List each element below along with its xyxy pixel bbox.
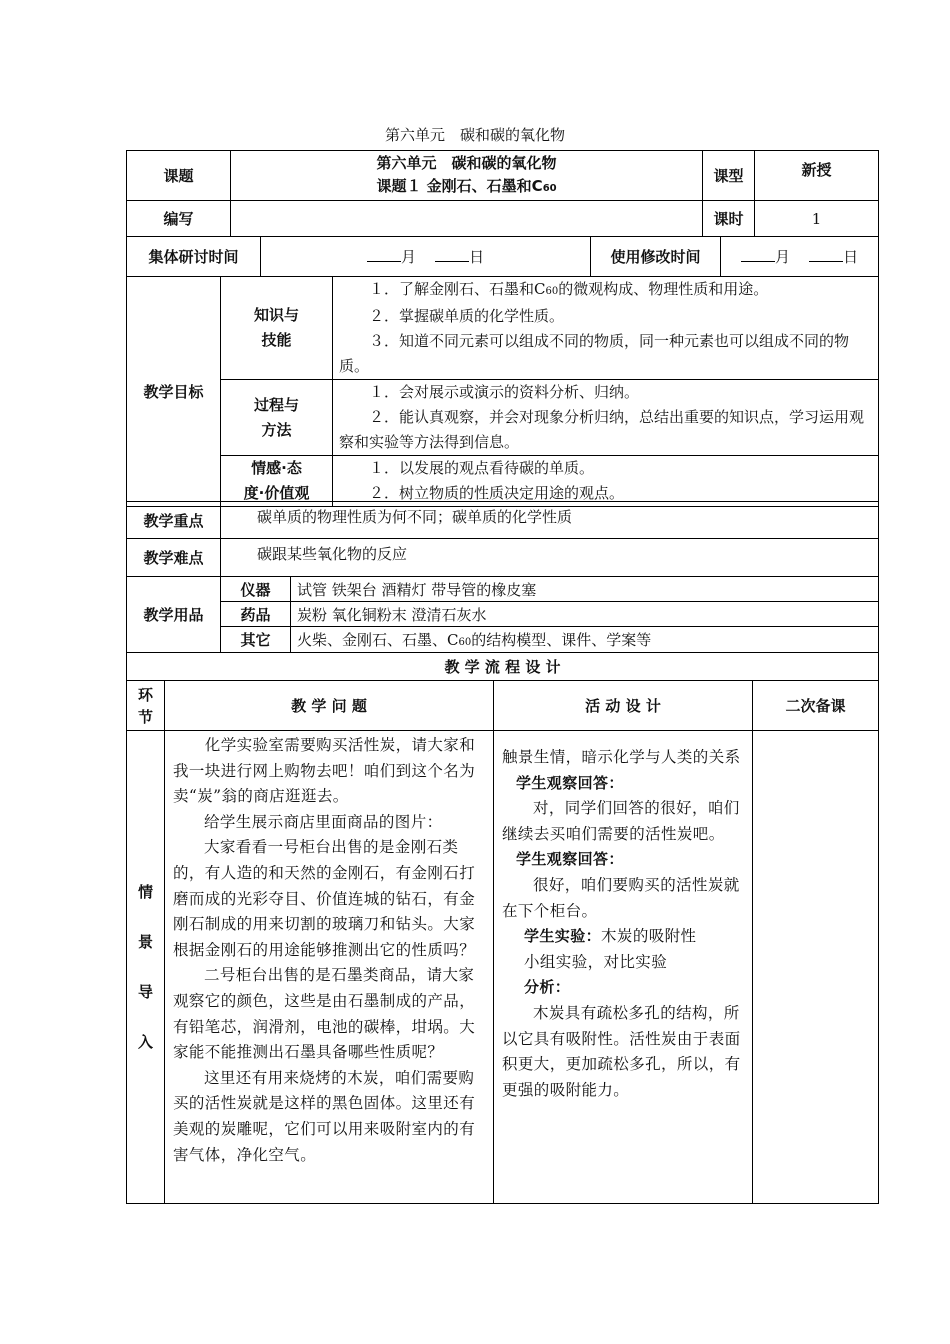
month-unit: 月	[774, 248, 790, 266]
knowledge-item: １．了解金刚石、石墨和C60的微观构成、物理性质和用途。	[369, 280, 769, 298]
revise-time-value	[721, 237, 879, 277]
knowledge-label: 知识与 技能	[221, 277, 333, 380]
topic-label: 课题	[127, 151, 231, 201]
key-point-label: 教学重点	[127, 502, 221, 539]
drugs-label: 药品	[221, 602, 291, 627]
objectives-label: 教学目标	[127, 277, 221, 507]
activity-experiment-text: 木炭的吸附性	[601, 927, 697, 946]
topic-line2-text: 课题１ 金刚石、石墨和C	[376, 176, 543, 195]
materials-label: 教学用品	[127, 577, 221, 653]
activity-paragraph: 对，同学们回答的很好，咱们继续去买咱们需要的活性炭吧。	[502, 799, 740, 843]
hours-label: 课时	[703, 201, 755, 237]
question-paragraph: 给学生展示商店里面商品的图片：	[204, 812, 443, 831]
topic-line2-subscript: 60	[542, 182, 557, 194]
emotion-label: 情感·态 度·价值观	[221, 456, 333, 507]
process-item: １．会对展示或演示的资料分析、归纳。	[369, 383, 640, 401]
month-blank	[741, 247, 775, 262]
day-unit: 日	[843, 248, 859, 266]
type-value: 新授	[755, 151, 879, 201]
activity-heading: 分析：	[524, 978, 571, 997]
revise-time-label: 使用修改时间	[591, 237, 721, 277]
question-paragraph: 化学实验室需要购买活性炭，请大家和我一块进行网上购物去吧！咱们到这个名为卖“炭”翁的商店逛逛去。	[173, 736, 476, 806]
activity-paragraph: 触景生情，暗示化学与人类的关系	[502, 748, 741, 766]
day-unit: 日	[469, 248, 485, 266]
question-paragraph: 大家看看一号柜台出售的是金刚石类的，有人造的和天然的金刚石，有金刚石打磨而成的光彩夺目、价值连城的钻石，有金刚石制成的用来切割的玻璃刀和钻头。大家根据金刚石的用途能够推测出它的性质吗？	[173, 838, 476, 959]
author-value	[231, 201, 703, 237]
process-label: 过程与 方法	[221, 380, 333, 456]
instruments-text: 试管 铁架台 酒精灯 带导管的橡皮塞	[291, 577, 879, 602]
stage-name: 情 景 导 入	[127, 731, 165, 1204]
topic-cell	[231, 151, 703, 201]
other-label: 其它	[221, 627, 291, 653]
col-question-header: 教 学 问 题	[165, 681, 494, 731]
flow-table	[126, 652, 879, 1204]
second-prep-content	[753, 731, 879, 1204]
month-blank	[367, 247, 401, 262]
hours-value: 1	[755, 201, 879, 237]
activity-heading: 学生观察回答：	[516, 773, 624, 792]
materials-table	[126, 576, 879, 653]
col-stage-header	[127, 681, 165, 731]
process-item: ２．能认真观察，并会对现象分析归纳，总结出重要的知识点，学习运用观察和实验等方法得到信息。	[339, 408, 865, 451]
question-paragraph: 二号柜台出售的是石墨类商品，请大家观察它的颜色，这些是由石墨制成的产品，有铅笔芯，润滑剂，电池的碳棒，坩埚。大家能不能推测出石墨具备哪些性质呢？	[173, 966, 476, 1062]
activity-experiment	[502, 924, 744, 950]
col-stage-header-text: 环节	[138, 685, 154, 726]
drugs-text: 炭粉 氧化铜粉末 澄清石灰水	[291, 602, 879, 627]
col-activity-header: 活 动 设 计	[494, 681, 753, 731]
process-content	[333, 380, 879, 456]
question-paragraph: 这里还有用来烧烤的木炭，咱们需要购买的活性炭就是这样的黑色固体。这里还有美观的炭雕呢，它们可以用来吸附室内的有害气体，净化空气。	[173, 1068, 476, 1164]
activity-content	[494, 731, 753, 1204]
topic-line2	[231, 175, 702, 200]
month-unit: 月	[400, 248, 416, 266]
emotion-content	[333, 456, 879, 507]
knowledge-item: ３．知道不同元素可以组成不同的物质，同一种元素也可以组成不同的物质。	[339, 332, 850, 375]
topic-line1: 第六单元 碳和碳的氧化物	[376, 153, 557, 172]
lesson-details-table	[126, 236, 879, 277]
activity-paragraph: 小组实验，对比实验	[524, 952, 668, 971]
activity-paragraph: 木炭具有疏松多孔的结构，所以它具有吸附性。活性炭由于表面积更大，更加疏松多孔，所以，有更强的吸附能力。	[502, 1003, 741, 1099]
flow-title: 教 学 流 程 设 计	[127, 653, 879, 681]
document-title: 第六单元 碳和碳的氧化物	[384, 126, 565, 144]
knowledge-content	[333, 277, 879, 380]
activity-paragraph: 很好，咱们要购买的活性炭就在下个柜台。	[502, 875, 740, 920]
key-point-text: 碳单质的物理性质为何不同；碳单质的化学性质	[221, 502, 879, 539]
question-content	[165, 731, 494, 1204]
type-label: 课型	[703, 151, 755, 201]
other-text: 火柴、金刚石、石墨、C60的结构模型、课件、学案等	[291, 627, 879, 653]
lesson-plan-grid	[126, 150, 879, 237]
difficulty-label: 教学难点	[127, 539, 221, 577]
activity-heading: 学生观察回答：	[516, 850, 624, 869]
emotion-item: ２．树立物质的性质决定用途的观点。	[369, 484, 625, 502]
research-time-value	[261, 237, 591, 277]
activity-heading: 学生实验：	[524, 927, 602, 946]
col-second-header: 二次备课	[753, 681, 879, 731]
emotion-item: １．以发展的观点看待碳的单质。	[369, 459, 595, 477]
knowledge-item: ２．掌握碳单质的化学性质。	[369, 307, 565, 325]
difficulty-text: 碳跟某些氧化物的反应	[221, 539, 879, 577]
day-blank	[809, 247, 843, 262]
focus-table	[126, 501, 879, 577]
day-blank	[435, 247, 469, 262]
research-time-label: 集体研讨时间	[127, 237, 261, 277]
instruments-label: 仪器	[221, 577, 291, 602]
objectives-table	[126, 276, 879, 507]
author-label: 编写	[127, 201, 231, 237]
